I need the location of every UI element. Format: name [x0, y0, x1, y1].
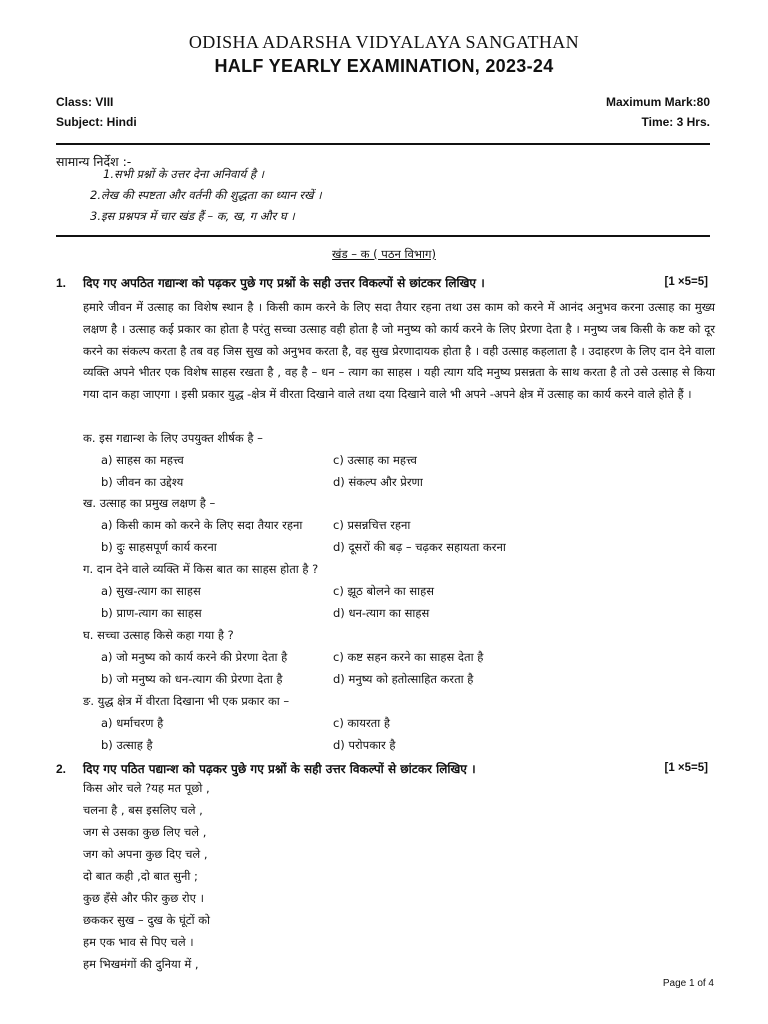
question-marks: [1 ×5=5]	[664, 762, 708, 774]
poem-line: चलना है , बस इसलिए चले ,	[83, 803, 203, 817]
option-d: d) धन-त्याग का साहस	[333, 606, 430, 620]
option-a: a) साहस का महत्त्व	[101, 453, 184, 467]
page-number: Page 1 of 4	[662, 978, 714, 989]
organization-name: ODISHA ADARSHA VIDYALAYA SANGATHAN	[188, 32, 580, 52]
instruction-item: 3.इस प्रश्नपत्र में चार खंड हैं – क, ख, ग और घ ।	[90, 209, 295, 223]
option-d: d) मनुष्य को हतोत्साहित करता है	[333, 672, 474, 686]
poem-line: हम एक भाव से पिए चले ।	[83, 935, 194, 949]
exam-title: HALF YEARLY EXAMINATION, 2023-24	[214, 56, 554, 76]
option-b: b) जो मनुष्य को धन-त्याग की प्रेरणा देता है	[101, 672, 283, 686]
header-divider	[56, 143, 710, 145]
max-marks-label: Maximum Mark:80	[605, 95, 710, 109]
sub-question: ङ. युद्ध क्षेत्र में वीरता दिखाना भी एक प्रकार का –	[83, 694, 290, 708]
option-a: a) सुख-त्याग का साहस	[101, 584, 201, 598]
poem-line: किस ओर चले ?यह मत पूछो ,	[83, 781, 210, 795]
poem-line: छककर सुख – दुख के घूंटों को	[83, 913, 211, 927]
instructions-title: सामान्य निर्देश :-	[56, 154, 132, 169]
poem-line: दो बात कही ,दो बात सुनी ;	[83, 869, 198, 883]
question-text: दिए गए पठित पद्यान्श को पढ़कर पुछे गए प्रश्नों के सही उत्तर विकल्पों से छांटकर लिखिए ।	[83, 762, 476, 776]
option-c: c) प्रसन्नचित्त रहना	[333, 518, 411, 532]
option-a: a) जो मनुष्य को कार्य करने की प्रेरणा देता है	[101, 650, 288, 664]
class-label: Class: VIII	[56, 95, 114, 109]
option-a: a) धर्माचरण है	[101, 716, 164, 730]
subject-label: Subject: Hindi	[56, 115, 137, 129]
question-text: दिए गए अपठित गद्यान्श को पढ़कर पुछे गए प्रश्नों के सही उत्तर विकल्पों से छांटकर लिखिए ।	[83, 276, 485, 290]
time-label: Time: 3 Hrs.	[641, 115, 710, 129]
option-c: c) उत्साह का महत्त्व	[333, 453, 417, 467]
sub-question: क. इस गद्यान्श के लिए उपयुक्त शीर्षक है –	[83, 431, 263, 445]
poem-line: जग से उसका कुछ लिए चले ,	[83, 825, 207, 839]
sub-question: ख. उत्साह का प्रमुख लक्षण है –	[83, 496, 216, 510]
option-d: d) परोपकार है	[333, 738, 396, 752]
sub-question: ग. दान देने वाले व्यक्ति में किस बात का साहस होता है ?	[83, 562, 319, 576]
sub-question: घ. सच्चा उत्साह किसे कहा गया है ?	[83, 628, 234, 642]
question-number: 2.	[56, 762, 67, 776]
option-c: c) कष्ट सहन करने का साहस देता है	[333, 650, 484, 664]
instruction-item: 2.लेख की स्पष्टता और वर्तनी की शुद्धता का ध्यान रखें ।	[90, 188, 322, 202]
option-a: a) किसी काम को करने के लिए सदा तैयार रहना	[101, 518, 303, 532]
section-title: खंड – क ( पठन विभाग)	[332, 247, 436, 261]
option-b: b) प्राण-त्याग का साहस	[101, 606, 202, 620]
option-b: b) जीवन का उद्देश्य	[101, 475, 184, 489]
question-marks: [1 ×5=5]	[664, 276, 708, 288]
option-d: d) संकल्प और प्रेरणा	[333, 475, 423, 489]
poem-line: कुछ हँसे और फीर कुछ रोए ।	[83, 891, 205, 905]
reading-passage: हमारे जीवन में उत्साह का विशेष स्थान है । किसी काम करने के लिए सदा तैयार रहना तथा उस काम को करने में आनंद अनुभव करना उत्साह का मुख्य लक्षण है । उत्साह कई प्रकार का होता है परंतु सच्चा उत्साह वही होता है जो मनुष्य को कार्य करने के लिए प्रेरणा देता है । मनुष्य जब किसी के कष्ट को दूर करने का संकल्प करता है तब वह जिस सुख को अनुभव करता है, वह सुख प्रेरणादायक होता है । वही उत्साह कहलाता है । उदाहरण के लिए दान देने वाला व्यक्ति अपने भीतर एक विशेष साहस रखता है , वह है – धन – त्याग का साहस । यही त्याग यदि मनुष्य प्रसन्नता के साथ करता है तो उसे उत्साह से किया गया दान कहा जाएगा । इसी प्रकार युद्ध -क्षेत्र में वीरता दिखाने वाले तथा दया दिखाने वाले भी अपने -अपने क्षेत्र में उत्साह का कार्य करने वाले होते हैं ।	[83, 300, 715, 402]
option-d: d) दूसरों की बढ़ – चढ़कर सहायता करना	[333, 540, 506, 554]
option-c: c) कायरता है	[333, 716, 390, 730]
instructions-divider	[56, 235, 710, 237]
question-number: 1.	[56, 276, 67, 290]
instruction-item: 1.सभी प्रश्नों के उत्तर देना अनिवार्य है ।	[103, 167, 264, 181]
option-c: c) झूठ बोलने का साहस	[333, 584, 434, 598]
option-b: b) उत्साह है	[101, 738, 153, 752]
option-b: b) दुः साहसपूर्ण कार्य करना	[101, 540, 217, 554]
poem-line: हम भिखमंगों की दुनिया में ,	[83, 957, 199, 971]
poem-line: जग को अपना कुछ दिए चले ,	[83, 847, 208, 861]
